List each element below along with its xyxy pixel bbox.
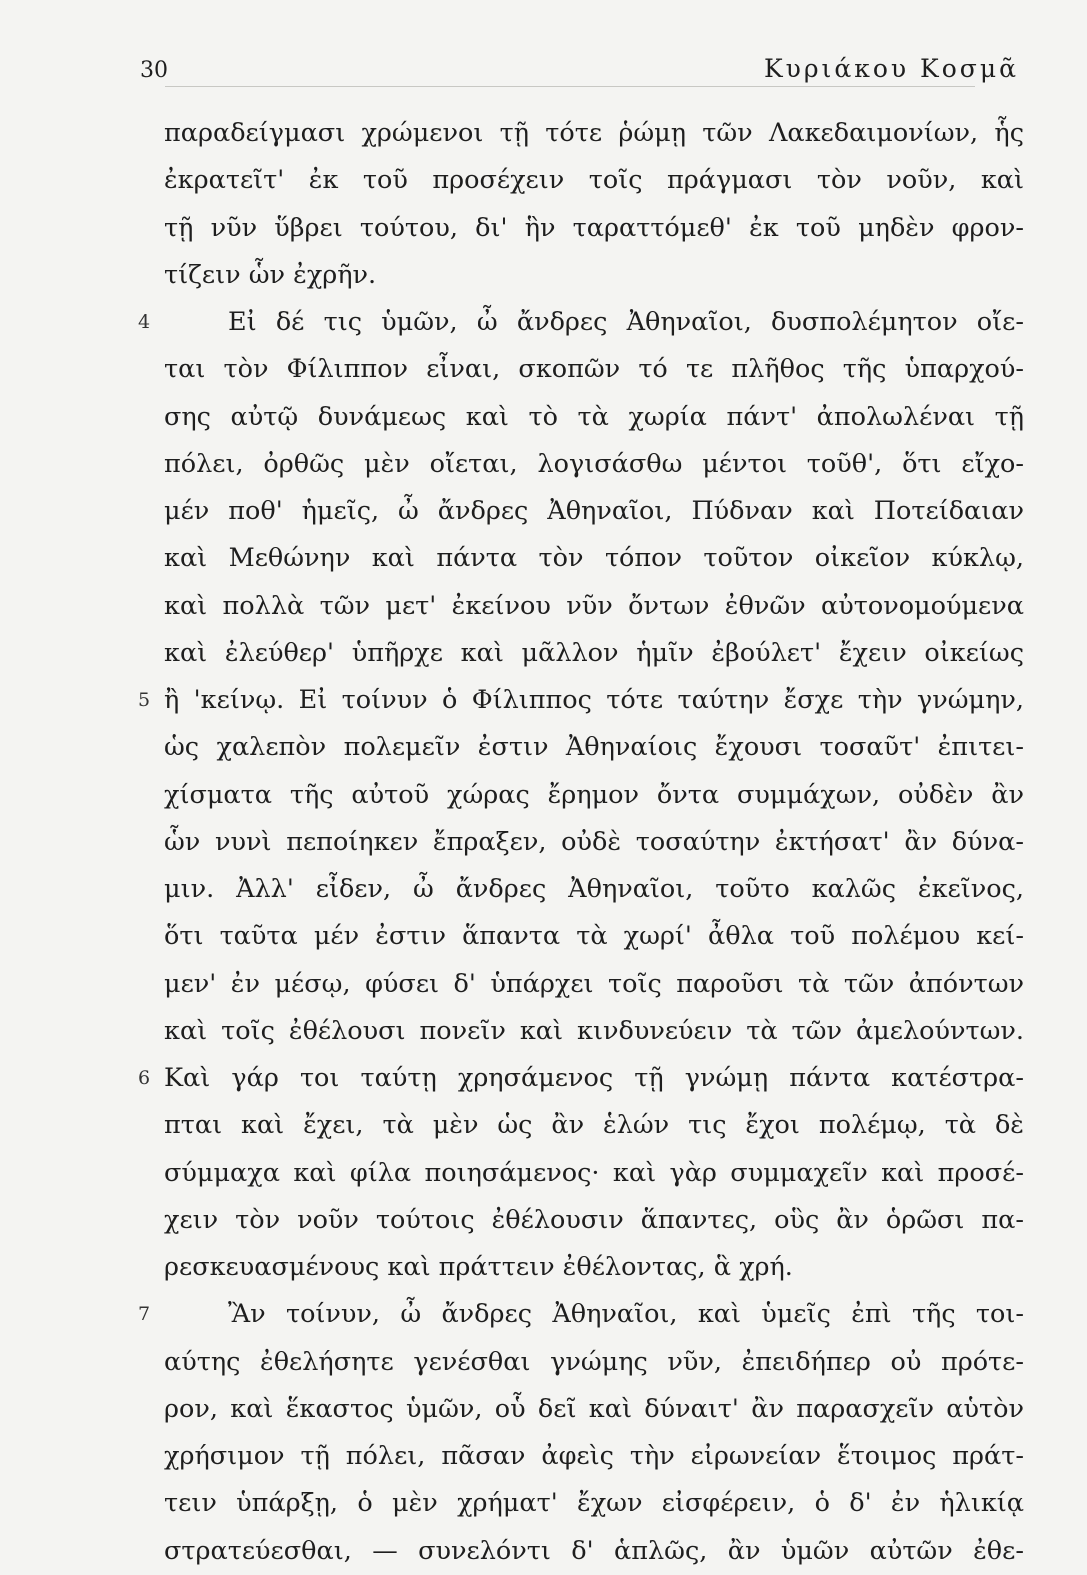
line-text: Ἂν τοίνυν, ὦ ἄνδρες Ἀθηναῖοι, καὶ ὑμεῖς ἐπὶ τῆς τοι-: [228, 1299, 1024, 1330]
text-line: [0, 1528, 1087, 1575]
text-line: [0, 441, 1087, 488]
text-line: [0, 772, 1087, 819]
line-text: ἐκρατεῖτ' ἐκ τοῦ προσέχειν τοῖς πράγμασι τὸν νοῦν, καὶ: [164, 165, 1024, 196]
text-line: [0, 677, 1087, 724]
text-line: [0, 724, 1087, 771]
line-text: ἢ 'κείνῳ. Εἰ τοίνυν ὁ Φίλιππος τότε ταύτην ἔσχε τὴν γνώμην,: [164, 685, 1024, 715]
text-line: [0, 1480, 1087, 1527]
text-line: [0, 1244, 1087, 1291]
line-text: τῇ νῦν ὕβρει τούτου, δι' ἣν ταραττόμεθ' ἐκ τοῦ μηδὲν φρον-: [164, 212, 1024, 243]
line-text: αύτης ἐθελήσητε γενέσθαι γνώμης νῦν, ἐπειδήπερ οὐ πρότε-: [164, 1346, 1024, 1377]
line-text: καὶ πολλὰ τῶν μετ' ἐκείνου νῦν ὄντων ἐθνῶν αὐτονομούμενα: [164, 590, 1024, 621]
text-line: [0, 252, 1087, 299]
line-text: καὶ Μεθώνην καὶ πάντα τὸν τόπον τοῦτον οἰκεῖον κύκλῳ,: [164, 543, 1024, 574]
section-number: 6: [138, 1067, 151, 1089]
line-text: μιν. Ἀλλ' εἶδεν, ὦ ἄνδρες Ἀθηναῖοι, τοῦτο καλῶς ἐκεῖνος,: [164, 874, 1024, 904]
text-line: [0, 394, 1087, 441]
text-line: [0, 488, 1087, 535]
text-line: [0, 1386, 1087, 1433]
line-text: στρατεύεσθαι, — συνελόντι δ' ἁπλῶς, ἂν ὑμῶν αὐτῶν ἐθε-: [164, 1535, 1024, 1566]
line-text: Καὶ γάρ τοι ταύτῃ χρησάμενος τῇ γνώμῃ πάντα κατέστρα-: [164, 1063, 1024, 1093]
text-line: [0, 1008, 1087, 1055]
text-line: [0, 1339, 1087, 1386]
line-text: πται καὶ ἔχει, τὰ μὲν ὡς ἂν ἑλών τις ἔχοι πολέμῳ, τὰ δὲ: [164, 1110, 1024, 1141]
line-text: καὶ τοῖς ἐθέλουσι πονεῖν καὶ κινδυνεύειν τὰ τῶν ἀμελούντων.: [164, 1015, 1024, 1046]
line-text: καὶ ἐλεύθερ' ὑπῆρχε καὶ μᾶλλον ἡμῖν ἐβούλετ' ἔχειν οἰκείως: [164, 637, 1024, 668]
text-block: [0, 110, 1087, 1575]
text-line: [0, 913, 1087, 960]
text-line: [0, 819, 1087, 866]
text-line: [0, 535, 1087, 582]
page-number: 30: [140, 58, 168, 83]
line-text: πόλει, ὀρθῶς μὲν οἴεται, λογισάσθω μέντοι τοῦθ', ὅτι εἴχο-: [164, 448, 1024, 479]
text-line: [0, 157, 1087, 204]
text-line: [0, 866, 1087, 913]
text-line: [0, 1197, 1087, 1244]
line-text: ρεσκευασμένους καὶ πράττειν ἐθέλοντας, ἃ χρή.: [164, 1252, 793, 1282]
text-line: [0, 1433, 1087, 1480]
line-text: μεν' ἐν μέσῳ, φύσει δ' ὑπάρχει τοῖς παροῦσι τὰ τῶν ἀπόντων: [164, 968, 1024, 999]
line-text: ρον, καὶ ἕκαστος ὑμῶν, οὗ δεῖ καὶ δύναιτ' ἂν παρασχεῖν αὑτὸν: [164, 1393, 1024, 1424]
line-text: χρήσιμον τῇ πόλει, πᾶσαν ἀφεὶς τὴν εἰρωνείαν ἕτοιμος πράτ-: [164, 1441, 1024, 1471]
line-text: σης αὐτῷ δυνάμεως καὶ τὸ τὰ χωρία πάντ' ἀπολωλέναι τῇ: [164, 401, 1024, 432]
section-number: 5: [138, 689, 151, 711]
line-text: μέν ποθ' ἡμεῖς, ὦ ἄνδρες Ἀθηναῖοι, Πύδναν καὶ Ποτείδαιαν: [164, 496, 1024, 526]
line-text: ται τὸν Φίλιππον εἶναι, σκοπῶν τό τε πλῆθος τῆς ὑπαρχού-: [164, 354, 1024, 385]
line-text: χίσματα τῆς αὐτοῦ χώρας ἔρημον ὄντα συμμάχων, οὐδὲν ἂν: [164, 779, 1024, 810]
line-text: ὅτι ταῦτα μέν ἐστιν ἅπαντα τὰ χωρί' ἆθλα τοῦ πολέμου κεί-: [164, 921, 1024, 952]
line-text: ὡς χαλεπὸν πολεμεῖν ἐστιν Ἀθηναίοις ἔχουσι τοσαῦτ' ἐπιτει-: [164, 732, 1024, 763]
text-line: [0, 1102, 1087, 1149]
text-line: [0, 299, 1087, 346]
line-text: χειν τὸν νοῦν τούτοις ἐθέλουσιν ἅπαντες, οὓς ἂν ὁρῶσι πα-: [164, 1204, 1024, 1235]
text-line: [0, 1055, 1087, 1102]
line-text: τίζειν ὧν ἐχρῆν.: [164, 259, 377, 290]
header-rule: [165, 86, 975, 87]
line-text: παραδείγμασι χρώμενοι τῇ τότε ῥώμῃ τῶν Λακεδαιμονίων, ἧς: [164, 118, 1024, 148]
line-text: τειν ὑπάρξῃ, ὁ μὲν χρήματ' ἔχων εἰσφέρειν, ὁ δ' ἐν ἡλικίᾳ: [164, 1488, 1024, 1519]
section-number: 7: [138, 1303, 151, 1326]
text-line: [0, 205, 1087, 252]
line-text: Εἰ δέ τις ὑμῶν, ὦ ἄνδρες Ἀθηναῖοι, δυσπολέμητον οἴε-: [228, 307, 1024, 337]
text-line: [0, 961, 1087, 1008]
text-line: [0, 110, 1087, 157]
text-line: [0, 1150, 1087, 1197]
text-line: [0, 630, 1087, 677]
line-text: σύμμαχα καὶ φίλα ποιησάμενος· καὶ γὰρ συμμαχεῖν καὶ προσέ-: [164, 1157, 1024, 1188]
section-number: 4: [138, 311, 151, 333]
line-text: ὧν νυνὶ πεποίηκεν ἔπραξεν, οὐδὲ τοσαύτην ἐκτήσατ' ἂν δύνα-: [164, 826, 1024, 857]
running-head: Κυριάκου Κοσμᾶ: [763, 54, 1019, 83]
text-line: [0, 1291, 1087, 1338]
text-line: [0, 583, 1087, 630]
text-line: [0, 346, 1087, 393]
